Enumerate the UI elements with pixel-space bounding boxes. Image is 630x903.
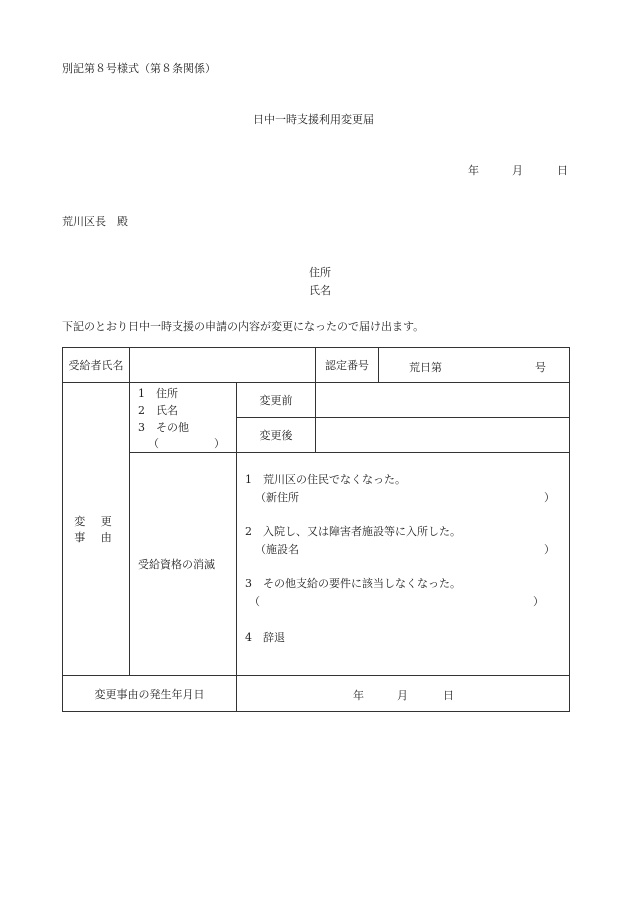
change-item-address: 1 住所 — [138, 387, 178, 400]
occurrence-year-label: 年 — [353, 689, 364, 702]
loss-reason-3: 3 その他支給の要件に該当しなくなった。 — [245, 577, 461, 590]
loss-reason-2-sub: （施設名 — [255, 543, 299, 556]
after-label: 変更後 — [237, 418, 316, 453]
loss-reason-4: 4 辞退 — [245, 631, 285, 644]
occurrence-day-label: 日 — [443, 689, 454, 702]
change-items-cell — [130, 383, 237, 453]
loss-label: 受給資格の消滅 — [130, 453, 237, 676]
recipient-name-label: 受給者氏名 — [63, 348, 130, 383]
before-label: 変更前 — [237, 383, 316, 418]
date-month-label: 月 — [512, 164, 523, 177]
cert-number-field[interactable] — [379, 348, 570, 383]
loss-reasons-cell — [237, 453, 570, 676]
occurrence-month-label: 月 — [397, 689, 408, 702]
page-title: 日中一時支援利用変更届 — [253, 113, 374, 126]
change-item-other: 3 その他 — [138, 421, 189, 434]
cert-number-label: 認定番号 — [316, 348, 379, 383]
cert-suffix: 号 — [535, 361, 546, 374]
recipient-name-field[interactable] — [130, 348, 316, 383]
after-field[interactable] — [316, 418, 570, 453]
loss-reason-1-close: ） — [544, 491, 555, 504]
date-year-label: 年 — [468, 164, 479, 177]
loss-reason-3-close: ） — [533, 595, 544, 608]
change-reason-label: 変 更 事 由 — [63, 383, 130, 676]
form-number: 別記第８号様式（第８条関係） — [62, 62, 216, 75]
loss-reason-3-open: （ — [249, 595, 260, 608]
applicant-address-label: 住所 — [309, 266, 331, 279]
before-field[interactable] — [316, 383, 570, 418]
loss-reason-2-close: ） — [544, 543, 555, 556]
loss-reason-1-sub: （新住所 — [255, 491, 299, 504]
occurrence-date-field[interactable] — [237, 676, 570, 712]
loss-reason-2: 2 入院し、又は障害者施設等に入所した。 — [245, 525, 461, 538]
change-item-other-paren: （ ） — [148, 437, 225, 450]
cert-prefix: 荒日第 — [409, 361, 442, 374]
change-form-table — [62, 347, 570, 712]
statement: 下記のとおり日中一時支援の申請の内容が変更になったので届け出ます。 — [62, 320, 425, 333]
occurrence-date-label: 変更事由の発生年月日 — [63, 676, 237, 712]
date-day-label: 日 — [557, 164, 568, 177]
applicant-name-label: 氏名 — [309, 284, 331, 297]
loss-reason-1: 1 荒川区の住民でなくなった。 — [245, 473, 406, 486]
change-item-name: 2 氏名 — [138, 404, 178, 417]
addressee: 荒川区長 殿 — [62, 215, 128, 228]
